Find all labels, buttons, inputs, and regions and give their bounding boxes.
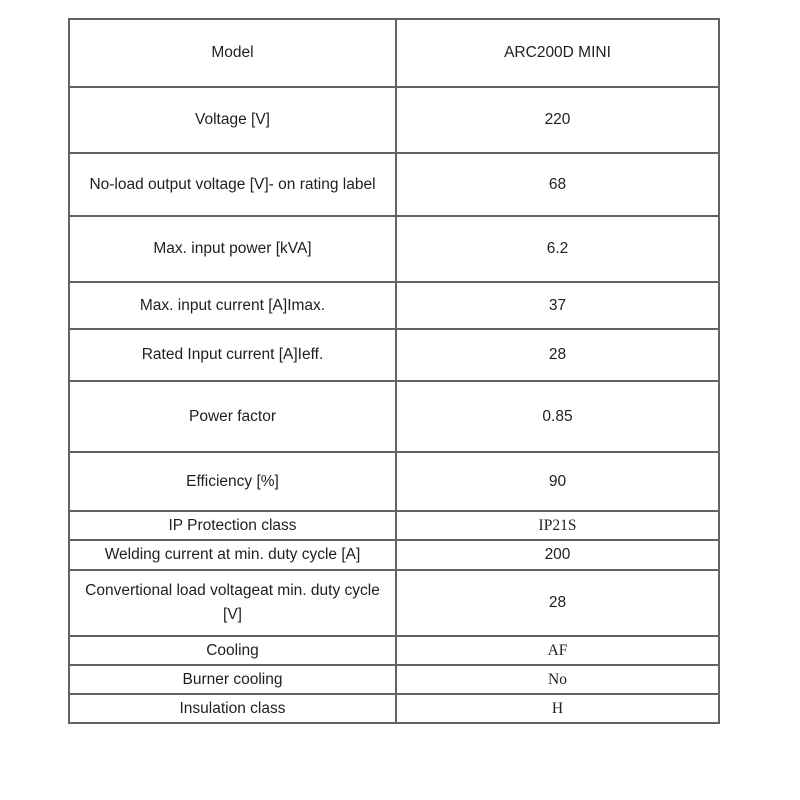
table-row-welding-current [69,540,719,569]
spec-value: 6.2 [396,216,719,282]
table-row-no-load-voltage [69,153,719,216]
spec-label: Burner cooling [69,665,396,694]
table-row-efficiency [69,452,719,511]
table-row-conventional-load-voltage [69,570,719,636]
table-row-model [69,19,719,87]
spec-label: Efficiency [%] [69,452,396,511]
spec-value: 37 [396,282,719,329]
spec-label: No-load output voltage [V]- on rating label [69,153,396,216]
spec-label: Model [69,19,396,87]
spec-label: Power factor [69,381,396,452]
table-row-max-input-power [69,216,719,282]
table-row-burner-cooling [69,665,719,694]
spec-label: Max. input current [A]Imax. [69,282,396,329]
spec-value: H [396,694,719,723]
spec-label: Convertional load voltageat min. duty cycle [V] [69,570,396,636]
table-row-rated-input-current [69,329,719,381]
spec-label: IP Protection class [69,511,396,540]
spec-label: Cooling [69,636,396,665]
spec-label: Welding current at min. duty cycle [A] [69,540,396,569]
spec-value: 28 [396,329,719,381]
spec-value: 28 [396,570,719,636]
table-row-voltage [69,87,719,153]
spec-table [68,18,720,724]
spec-label: Insulation class [69,694,396,723]
spec-label: Voltage [V] [69,87,396,153]
spec-value: 220 [396,87,719,153]
spec-value: IP21S [396,511,719,540]
table-row-ip-protection [69,511,719,540]
spec-value: AF [396,636,719,665]
spec-value: 200 [396,540,719,569]
table-row-insulation-class [69,694,719,723]
spec-value: 90 [396,452,719,511]
spec-label: Rated Input current [A]Ieff. [69,329,396,381]
table-row-max-input-current [69,282,719,329]
table-row-cooling [69,636,719,665]
spec-value: 0.85 [396,381,719,452]
table-row-power-factor [69,381,719,452]
spec-value: 68 [396,153,719,216]
spec-label: Max. input power [kVA] [69,216,396,282]
spec-value: No [396,665,719,694]
spec-value: ARC200D MINI [396,19,719,87]
